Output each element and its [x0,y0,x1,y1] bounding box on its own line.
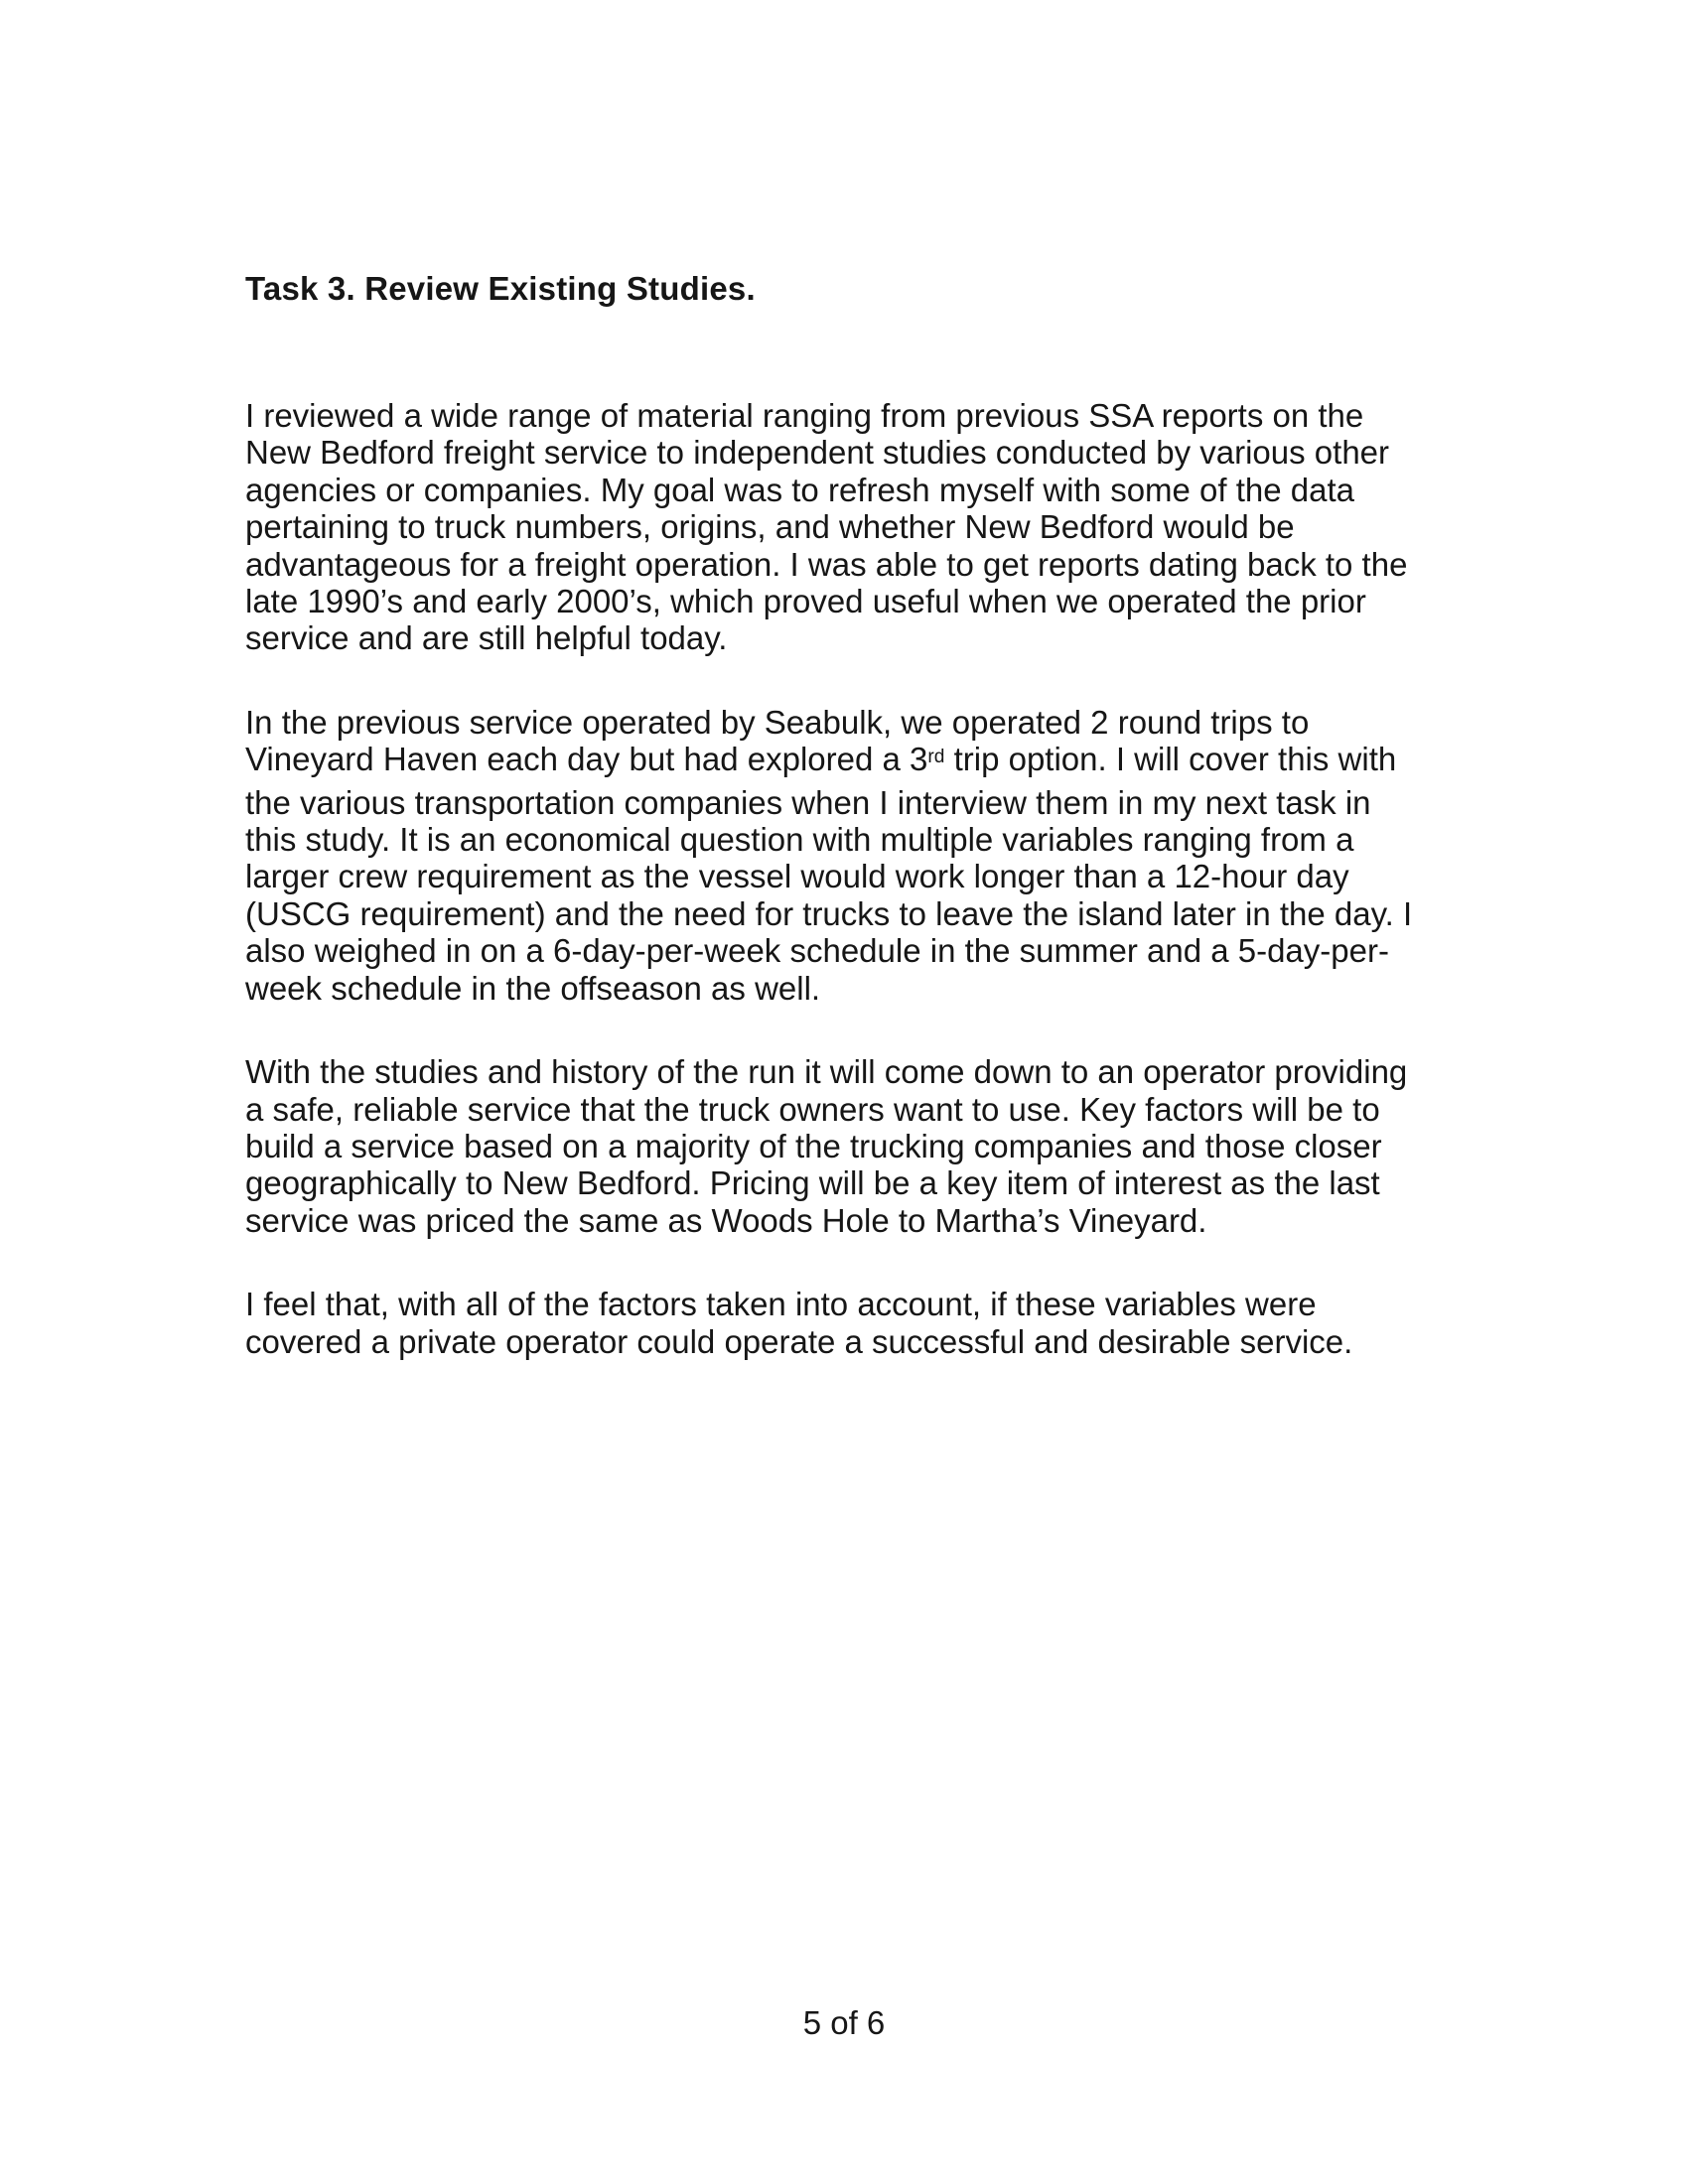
text-line: larger crew requirement as the vessel would work longer than a 12-hour day [245,858,1349,895]
text-line: this study. It is an economical question with multiple variables ranging from a [245,821,1354,859]
text-line: service was priced the same as Woods Hole to Martha’s Vineyard. [245,1201,1207,1239]
text-line: service and are still helpful today. [245,619,728,657]
paragraph-2 [245,704,1452,1007]
text-line: (USCG requirement) and the need for trucks to leave the island later in the day. I [245,894,1413,932]
text-line: geographically to New Bedford. Pricing will be a key item of interest as the last [245,1164,1380,1202]
text-line: In the previous service operated by Seabulk, we operated 2 round trips to [245,703,1310,741]
text-line: a safe, reliable service that the truck owners want to use. Key factors will be to [245,1090,1380,1128]
text-line: build a service based on a majority of the trucking companies and those closer [245,1127,1382,1164]
text-run: trip option. I will cover this with [944,741,1397,778]
paragraph-3 [245,1053,1452,1239]
text-run: Vineyard Haven each day but had explored a 3 [245,741,928,778]
text-line: agencies or companies. My goal was to refresh myself with some of the data [245,471,1355,508]
text-line: I reviewed a wide range of material ranging from previous SSA reports on the [245,397,1364,434]
text-line: advantageous for a freight operation. I was able to get reports dating back to the [245,545,1408,583]
document-content [245,270,1452,1407]
text-line: pertaining to truck numbers, origins, and whether New Bedford would be [245,508,1295,546]
page-number: 5 of 6 [802,2004,886,2041]
text-line: covered a private operator could operate a successful and desirable service. [245,1322,1353,1360]
text-line [245,741,1452,783]
text-line: With the studies and history of the run it will come down to an operator providing [245,1053,1408,1091]
text-line: New Bedford freight service to independent studies conducted by various other [245,434,1390,472]
ordinal-superscript: rd [927,746,945,767]
text-line: also weighed in on a 6-day-per-week schedule in the summer and a 5-day-per- [245,932,1389,970]
text-line: I feel that, with all of the factors taken into account, if these variables were [245,1286,1317,1323]
paragraph-4 [245,1286,1452,1360]
paragraph-1 [245,397,1452,657]
text-line: week schedule in the offseason as well. [245,969,821,1007]
document-heading: Task 3. Review Existing Studies. [245,270,756,307]
text-line: late 1990’s and early 2000’s, which proved useful when we operated the prior [245,583,1366,620]
text-line: the various transportation companies when I interview them in my next task in [245,783,1371,821]
